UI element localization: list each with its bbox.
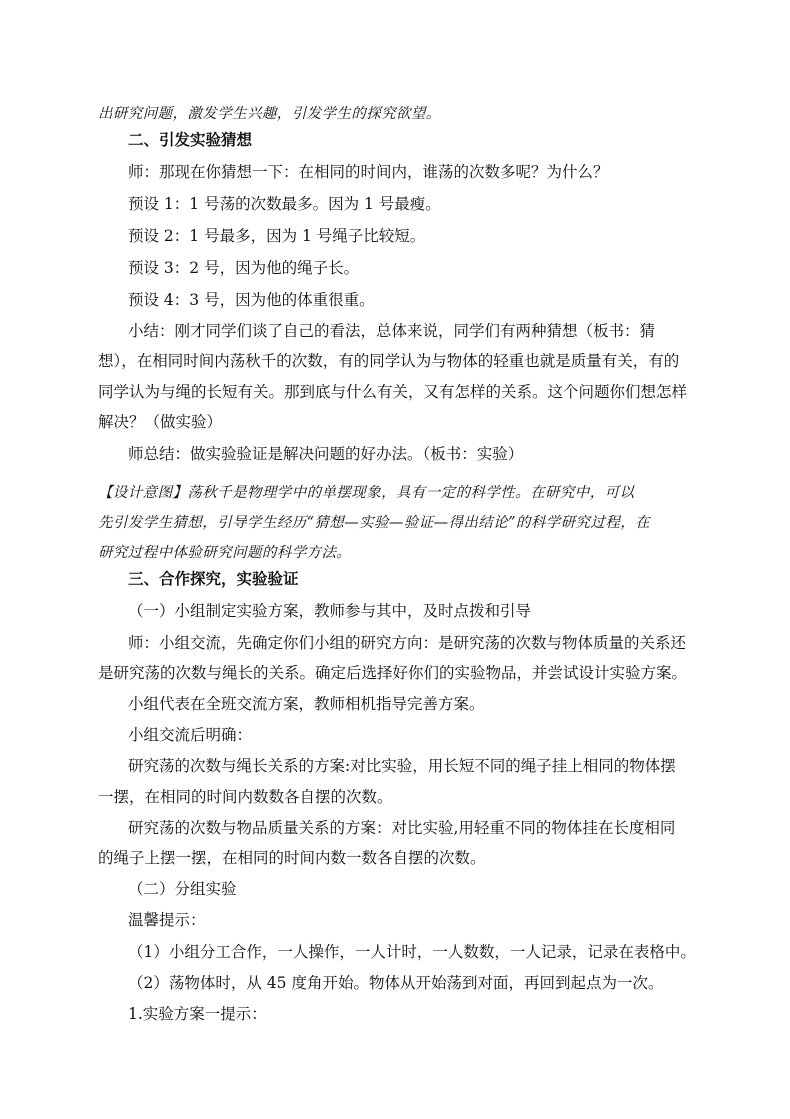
section-heading: 二、引发实验猜想 (128, 130, 253, 149)
paragraph-line: 一摆，在相同的时间内数数各自摆的次数。 (98, 788, 393, 806)
paragraph-line: 1.实验方案一提示： (128, 1005, 267, 1023)
paragraph-line: 解决？（做实验） (98, 413, 223, 431)
paragraph-line: 同学认为与绳的长短有关。那到底与什么有关，又有怎样的关系。这个问题你们想怎样 (98, 383, 688, 401)
design-intent-line: 【设计意图】荡秋千是物理学中的单摆现象，具有一定的科学性。在研究中，可以 (98, 485, 635, 501)
paragraph-line: 师：那现在你猜想一下：在相同的时间内，谁荡的次数多呢？为什么？ (128, 163, 609, 181)
paragraph-line: （2）荡物体时，从 45 度角开始。物体从开始荡到对面，再回到起点为一次。 (128, 974, 664, 992)
paragraph-line: 师总结：做实验验证是解决问题的好办法。（板书：实验） (128, 445, 524, 463)
paragraph-line: 小结：刚才同学们谈了自己的看法，总体来说，同学们有两种猜想（板书：猜 (128, 322, 656, 340)
paragraph-line: 预设 3：2 号，因为他的绳子长。 (128, 259, 360, 277)
subsection-heading: （二）分组实验 (128, 880, 237, 898)
paragraph-line: 温馨提示： (128, 911, 206, 929)
paragraph-line: 是研究荡的次数与绳长的关系。确定后选择好你们的实验物品，并尝试设计实验方案。 (98, 664, 688, 682)
subsection-heading: （一）小组制定实验方案，教师参与其中，及时点拨和引导 (128, 602, 532, 620)
paragraph-line: 小组代表在全班交流方案，教师相机指导完善方案。 (128, 695, 485, 713)
paragraph-line: 想），在相同时间内荡秋千的次数，有的同学认为与物体的轻重也就是质量有关，有的 (98, 352, 680, 370)
paragraph-line: 预设 4：3 号，因为他的体重很重。 (128, 291, 375, 309)
paragraph-line: 出研究问题，激发学生兴趣，引发学生的探究欲望。 (98, 106, 441, 122)
paragraph-line: 预设 1：1 号荡的次数最多。因为 1 号最瘦。 (128, 195, 441, 213)
section-heading: 三、合作探究，实验验证 (128, 569, 299, 588)
paragraph-line: 预设 2：1 号最多，因为 1 号绳子比较短。 (128, 227, 426, 245)
design-intent-line: 先引发学生猜想，引导学生经历“猜想—实验—验证—得出结论”的科学研究过程，在 (98, 515, 651, 531)
paragraph-line: 的绳子上摆一摆，在相同的时间内数一数各自摆的次数。 (98, 849, 486, 867)
paragraph-line: 小组交流后明确： (128, 726, 253, 744)
paragraph-line: （1）小组分工合作，一人操作，一人计时，一人数数，一人记录，记录在表格中。 (128, 943, 696, 961)
paragraph-line: 师：小组交流，先确定你们小组的研究方向：是研究荡的次数与物体质量的关系还 (128, 634, 687, 652)
paragraph-line: 研究荡的次数与物品质量关系的方案：对比实验,用轻重不同的物体挂在长度相同 (128, 819, 676, 837)
paragraph-line: 研究荡的次数与绳长关系的方案:对比实验，用长短不同的绳子挂上相同的物体摆 (128, 757, 676, 775)
design-intent-line: 研究过程中体验研究问题的科学方法。 (98, 545, 352, 561)
